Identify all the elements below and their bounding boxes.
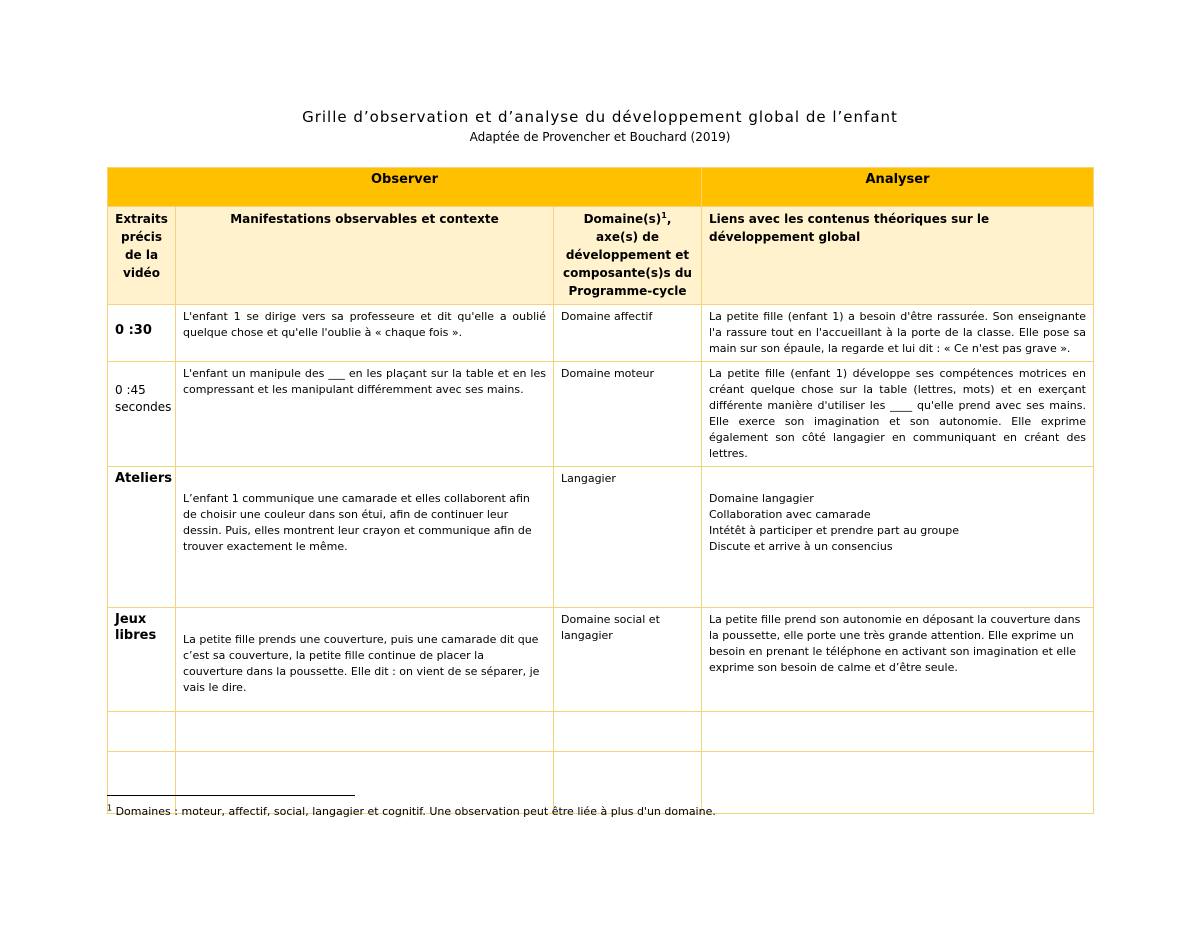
footnote: [107, 805, 716, 818]
empty-cell: [176, 712, 554, 752]
col-extraits: Extraits précis de la vidéo: [108, 207, 176, 305]
liens-line: Collaboration avec camarade: [709, 508, 871, 521]
document-title: Grille d’observation et d’analyse du développement global de l’enfant: [302, 108, 898, 126]
time-cell: [108, 608, 176, 712]
column-header-row: [108, 207, 1094, 305]
empty-cell: [702, 752, 1094, 814]
time-value: Jeux libres: [115, 612, 157, 643]
footnote-text: Domaines : moteur, affectif, social, langagier et cognitif. Une observation peut être liée à plus d'un domaine.: [112, 805, 716, 818]
liens-line: Discute et arrive à un consencius: [709, 540, 893, 553]
domaine-cell: Domaine moteur: [554, 362, 702, 467]
table-row: [108, 608, 1094, 712]
observe-header: Observer: [108, 168, 702, 207]
liens-cell: La petite fille prend son autonomie en déposant la couverture dans la poussette, elle porte une très grande attention. Elle exprime un besoin en prenant le téléphone en activant son imagination et elle exprime son besoin de calme et d’être seule.: [702, 608, 1094, 712]
empty-cell: [554, 712, 702, 752]
col-domaines: [554, 207, 702, 305]
time-cell: [108, 467, 176, 608]
manifestation-cell: [176, 608, 554, 712]
liens-cell: [702, 467, 1094, 608]
table-row: [108, 362, 1094, 467]
empty-cell: [702, 712, 1094, 752]
liens-cell: La petite fille (enfant 1) a besoin d'être rassurée. Son enseignante l'a rassure tout en l'accueillant à la porte de la classe. Elle pose sa main sur son épaule, la regarde et lui dit : « Ce n'est pas grave ».: [702, 305, 1094, 362]
col-domaines-text-a: Domaine(s): [583, 212, 662, 226]
footnote-marker: 1: [107, 803, 113, 813]
empty-row: [108, 712, 1094, 752]
analyse-header: Analyser: [702, 168, 1094, 207]
footnote-ref: 1: [661, 211, 667, 220]
domaine-cell: Langagier: [554, 467, 702, 608]
manifestation-cell: L'enfant un manipule des ___ en les plaçant sur la table et en les compressant et les manipulant différemment avec ses mains.: [176, 362, 554, 467]
table-row: [108, 305, 1094, 362]
manifestation-cell: [176, 467, 554, 608]
footnote-separator: [107, 795, 355, 796]
time-value: 0 :45 secondes: [115, 383, 172, 414]
time-cell: [108, 362, 176, 467]
time-value: Ateliers: [115, 471, 172, 486]
time-cell: [108, 305, 176, 362]
group-header-row: [108, 168, 1094, 207]
liens-cell: La petite fille (enfant 1) développe ses compétences motrices en créant quelque chose sur la table (lettres, mots) et en exerçant différente manière d'utiliser les ____ qu'elle prend avec ses mains. Elle exerce son imagination et son autonomie. Elle exprime également son côté langagier en communiquant en créant des lettres.: [702, 362, 1094, 467]
domaine-cell: Domaine affectif: [554, 305, 702, 362]
empty-cell: [108, 712, 176, 752]
liens-line: Domaine langagier: [709, 492, 814, 505]
manifestation-text: La petite fille prends une couverture, puis une camarade dit que c’est sa couverture, la petite fille continue de placer la couverture dans la poussette. Elle dit : on vient de se séparer, je vais le dire.: [183, 633, 540, 694]
manifestation-cell: L'enfant 1 se dirige vers sa professeure et dit qu'elle a oublié quelque chose et qu'elle l'oublie à « chaque fois ».: [176, 305, 554, 362]
domaine-cell: Domaine social et langagier: [554, 608, 702, 712]
time-value: 0 :30: [115, 323, 152, 338]
col-liens: Liens avec les contenus théoriques sur le développement global: [702, 207, 1094, 305]
col-domaines-text-b: , axe(s) de développement et composante(s)s du Programme-cycle: [563, 212, 692, 298]
document-subtitle: Adaptée de Provencher et Bouchard (2019): [469, 130, 731, 144]
observation-grid: [107, 167, 1094, 814]
liens-line: Intétêt à participer et prendre part au groupe: [709, 524, 959, 537]
col-manifestations: Manifestations observables et contexte: [176, 207, 554, 305]
table-row: [108, 467, 1094, 608]
manifestation-text: L’enfant 1 communique une camarade et elles collaborent afin de choisir une couleur dans son étui, afin de continuer leur dessin. Puis, elles montrent leur crayon et communique afin de trouver exactement le même.: [183, 492, 532, 553]
